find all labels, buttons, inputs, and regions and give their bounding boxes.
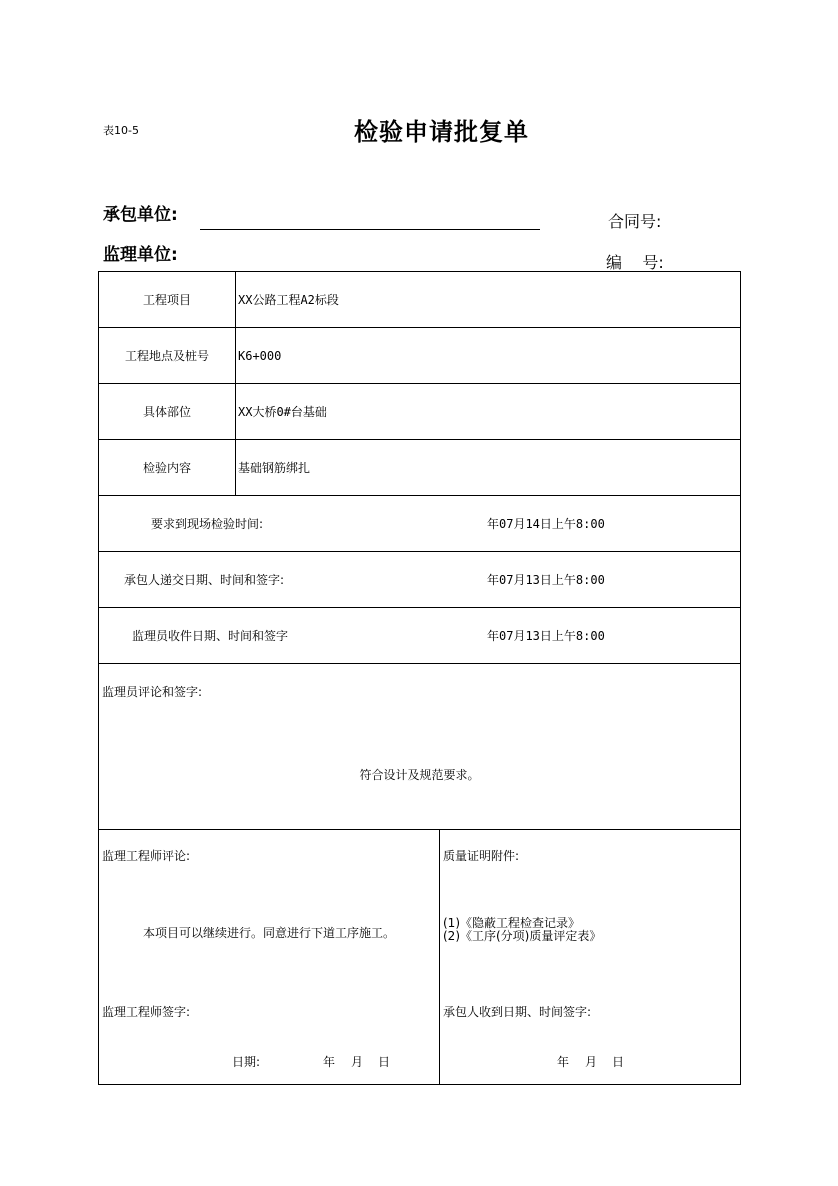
supervisor-comment-label: 监理员评论和签字:: [102, 685, 203, 699]
attachments-label: 质量证明附件:: [443, 849, 520, 863]
inspection-content-label: 检验内容: [99, 440, 236, 495]
approval-form-table: [98, 271, 741, 1085]
table-row-supervisor-receipt: [99, 608, 740, 664]
location-value: K6+000: [238, 348, 282, 363]
engineer-date-day: 日: [378, 1055, 391, 1069]
location-label: 工程地点及桩号: [99, 328, 236, 383]
engineer-date-label: 日期:: [232, 1055, 261, 1069]
page-title: 检验申请批复单: [354, 117, 529, 146]
supervisor-label: 监理单位:: [103, 245, 178, 265]
receipt-date-year: 年: [557, 1055, 570, 1069]
engineer-sign-label: 监理工程师签字:: [102, 1005, 191, 1019]
attachment-item-2: (2)《工序(分项)质量评定表》: [443, 929, 602, 943]
table-row-contractor-submit: [99, 552, 740, 608]
required-time-value: 年07月14日上午8:00: [487, 517, 605, 531]
table-row-project: [99, 272, 740, 328]
table-row-required-time: [99, 496, 740, 552]
engineer-comment-text: 本项目可以继续进行。同意进行下道工序施工。: [142, 926, 395, 940]
engineer-date-year: 年: [323, 1055, 336, 1069]
serial-number-label: 编 号:: [606, 253, 664, 272]
supervisor-receipt-value: 年07月13日上午8:00: [487, 629, 605, 643]
receipt-date-day: 日: [612, 1055, 625, 1069]
part-label: 具体部位: [99, 384, 236, 439]
supervisor-comment-section: [99, 664, 740, 830]
contractor-submit-value: 年07月13日上午8:00: [487, 573, 605, 587]
form-number: 表10-5: [103, 124, 139, 137]
table-row-inspection-content: [99, 440, 740, 496]
contractor-underline: [200, 229, 540, 230]
contract-number-label: 合同号:: [608, 212, 662, 231]
contractor-label: 承包单位:: [103, 205, 178, 225]
contractor-submit-label: 承包人递交日期、时间和签字:: [124, 573, 285, 587]
bottom-section-divider: [439, 829, 440, 1084]
required-time-label: 要求到现场检验时间:: [151, 517, 264, 531]
supervisor-comment-text: 符合设计及规范要求。: [359, 768, 480, 782]
engineer-comment-label: 监理工程师评论:: [102, 849, 191, 863]
table-row-part: [99, 384, 740, 440]
part-value: XX大桥0#台基础: [238, 405, 327, 419]
project-value: XX公路工程A2标段: [238, 293, 339, 307]
attachment-item-1: (1)《隐蔽工程检查记录》: [443, 916, 580, 930]
supervisor-receipt-label: 监理员收件日期、时间和签字: [132, 629, 289, 643]
project-label: 工程项目: [99, 272, 236, 327]
engineer-date-month: 月: [351, 1055, 364, 1069]
inspection-content-value: 基础钢筋绑扎: [238, 461, 311, 475]
receipt-date-month: 月: [585, 1055, 598, 1069]
contractor-receipt-label: 承包人收到日期、时间签字:: [443, 1005, 592, 1019]
table-row-location: [99, 328, 740, 384]
